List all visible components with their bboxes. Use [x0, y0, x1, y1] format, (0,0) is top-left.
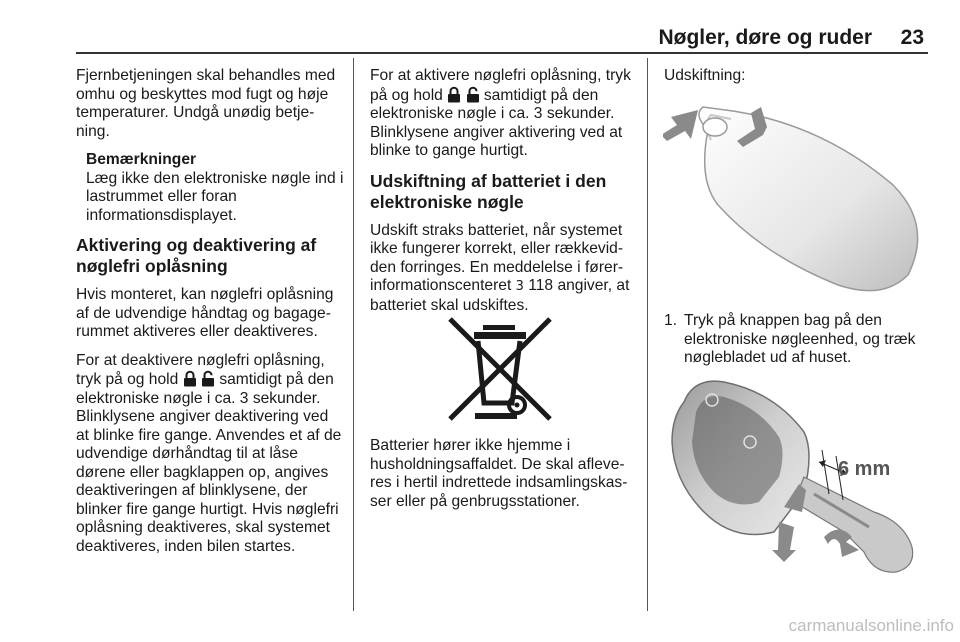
step-text: Tryk på knappen bag på den elektroniske nøgleenhed, og træk nøglebladet ud af huset.: [684, 312, 916, 366]
column-divider-2: [647, 58, 648, 611]
note-text: Læg ikke den elektroniske nøgle ind i lastrummet eller foran informationsdisplayet.: [86, 169, 344, 224]
page-header: [76, 26, 928, 52]
list-item: [664, 312, 928, 368]
key-fob-illustration: [663, 95, 928, 300]
dimension-label: 6 mm: [838, 458, 891, 480]
note-title: Bemærkninger: [86, 151, 197, 168]
disposal-paragraph: Batterier hører ikke hjemme i husholdningsaffaldet. De skal afleve-res i hertil indrettede indsamlingskas-ser eller på genbrugsstationer.: [370, 437, 628, 510]
section-heading-battery: Udskiftning af batteriet i den elektroniske nøgle: [370, 170, 607, 212]
lock-open-icon: [466, 86, 480, 103]
pull-arrow-icon: [663, 110, 698, 141]
column-divider-1: [353, 58, 354, 611]
column-3: [664, 67, 928, 96]
step-number: 1.: [664, 312, 678, 329]
care-paragraph: Fjernbetjeningen skal behandles med omhu og beskyttes mod fugt og høje temperaturer. Undgå unødig betje-ning.: [76, 67, 336, 140]
keyless-paragraph: Hvis monteret, kan nøglefri oplåsning af de udvendige håndtag og bagage-rummet aktiveres eller deaktiveres.: [76, 286, 334, 340]
column-1: [76, 67, 344, 566]
battery-paragraph: Udskift straks batteriet, når systemet ikke fungerer korrekt, eller rækkevid-den forringes. En meddelelse i fører-informationscenteret 3 118 angiver, at batteriet skal udskiftes.: [370, 221, 630, 314]
section-heading-keyless: Aktivering og deaktivering af nøglefri oplåsning: [76, 235, 317, 276]
deactivate-paragraph: For at deaktivere nøglefri oplåsning, tryk på og hold samtidigt på den elektroniske nøgle i ca. 3 sekunder. Blinklysene angiver deaktivering ved at blinke fire gange. Anvendes et af de udvendige dørhåndtag til at låse dørene eller bagklappen op, angives deaktiveringen af blinklysene, der blinker fire gange hurtigt. Hvis nøglefri oplåsning deaktiveres, skal systemet deaktiveres, inden bilen startes.: [76, 351, 342, 555]
step-list: [664, 312, 928, 368]
header-rule: [76, 52, 928, 54]
replacement-heading: Udskiftning:: [664, 67, 746, 84]
column-2: [370, 67, 638, 325]
reference-arrow-icon: 3: [515, 279, 524, 294]
watermark: carmanualsonline.info: [788, 616, 954, 635]
disposal-text: [370, 437, 638, 521]
page-number: 23: [900, 26, 924, 49]
note-box: [86, 151, 344, 225]
page-title: Nøgler, døre og ruder: [658, 26, 872, 49]
lock-open-icon: [201, 370, 215, 387]
lock-closed-icon: [183, 370, 197, 387]
activate-paragraph: For at aktivere nøglefri oplåsning, tryk på og hold samtidigt på den elektroniske nøgle i ca. 3 sekunder. Blinklysene angiver aktivering ved at blinke to gange hurtigt.: [370, 67, 631, 159]
lock-closed-icon: [447, 86, 461, 103]
key-blade-illustration: [664, 372, 928, 592]
crossed-out-bin-icon: [446, 315, 556, 423]
